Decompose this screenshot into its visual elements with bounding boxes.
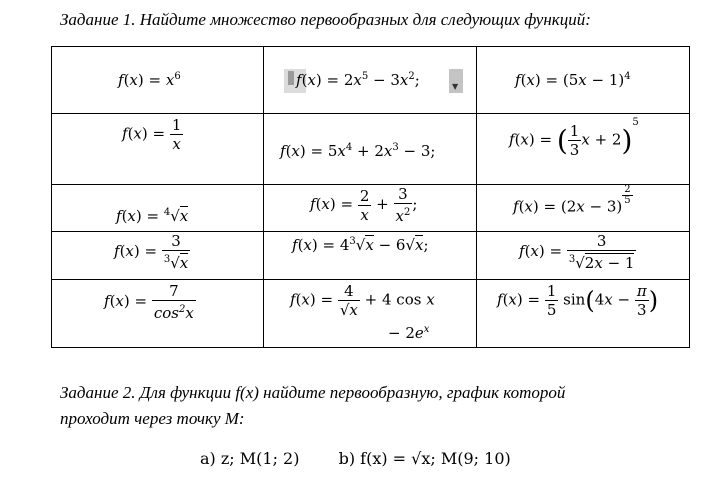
formula: $f(x) = 4^3√x - 6√x$; bbox=[292, 236, 429, 254]
condition-b: b) f(x) = √x; M(9; 10) bbox=[338, 449, 511, 468]
table-cell bbox=[264, 280, 477, 348]
formula: f(x) = $\frac{1}{x}$ bbox=[122, 116, 182, 153]
table-cell bbox=[52, 185, 264, 232]
table-cell bbox=[477, 185, 690, 232]
formula: f(x) = $\frac{3}{^3√x}$ bbox=[114, 232, 189, 272]
table-cell bbox=[477, 280, 690, 348]
table-cell bbox=[477, 232, 690, 280]
table-row bbox=[52, 280, 690, 348]
table-row bbox=[52, 47, 690, 114]
task2-conditions bbox=[200, 449, 545, 468]
formula: f(x) = $\frac{3}{^3√2x - 1}$ bbox=[519, 232, 635, 272]
table-cell bbox=[264, 232, 477, 280]
table-cell bbox=[477, 47, 690, 114]
table-cell bbox=[264, 114, 477, 185]
formula: f(x) = $\frac{2}{x}$ + $\frac{3}{x^2}$ ; bbox=[310, 185, 418, 225]
functions-table bbox=[51, 46, 690, 348]
table-cell bbox=[52, 232, 264, 280]
table-row bbox=[52, 232, 690, 280]
task1-title: Задание 1. Найдите множество первообразных для следующих функций: bbox=[60, 10, 591, 29]
table-row bbox=[52, 185, 690, 232]
formula: f(x) = ( $\frac{1}{3}$ x + 2)$^5$ bbox=[509, 116, 639, 159]
formula: $f(x) = (5x - 1)^4$ bbox=[515, 71, 631, 89]
formula-continuation: − $2e^x$ bbox=[388, 324, 430, 342]
table-cell bbox=[264, 185, 477, 232]
drag-handle-icon[interactable] bbox=[288, 71, 294, 85]
chevron-down-icon[interactable]: ▼ bbox=[452, 82, 459, 91]
formula: f(x) = $\frac{4}{√x}$ + 4 cos x bbox=[290, 282, 435, 319]
formula: $f(x) = 5x^4 + 2x^3 - 3$; bbox=[280, 142, 436, 160]
formula: $f(x) = 2x^5 - 3x^2$; bbox=[296, 71, 420, 89]
formula: f(x) = $^4$√x bbox=[116, 207, 189, 225]
table-cell bbox=[264, 47, 477, 114]
table-cell bbox=[52, 47, 264, 114]
table-row bbox=[52, 114, 690, 185]
table-cell bbox=[52, 280, 264, 348]
task2-title-line2: проходит через точку М: bbox=[60, 409, 245, 428]
formula: f(x) = $\frac{7}{\cos^2x}$ bbox=[104, 282, 194, 322]
formula: f(x) = (2x − 3) $\frac{2}{5}$ bbox=[513, 184, 631, 216]
table-cell bbox=[477, 114, 690, 185]
task2-title-line1: Задание 2. Для функции f(x) найдите первообразную, график которой bbox=[60, 383, 566, 402]
table-cell bbox=[52, 114, 264, 185]
formula: $f(x) = x^6$ bbox=[118, 71, 181, 89]
condition-a: a) z; M(1; 2) bbox=[200, 449, 300, 468]
formula: f(x) = $\frac{1}{5}$ sin(4x − $\frac{\pi}{3}$ ) bbox=[497, 282, 659, 319]
